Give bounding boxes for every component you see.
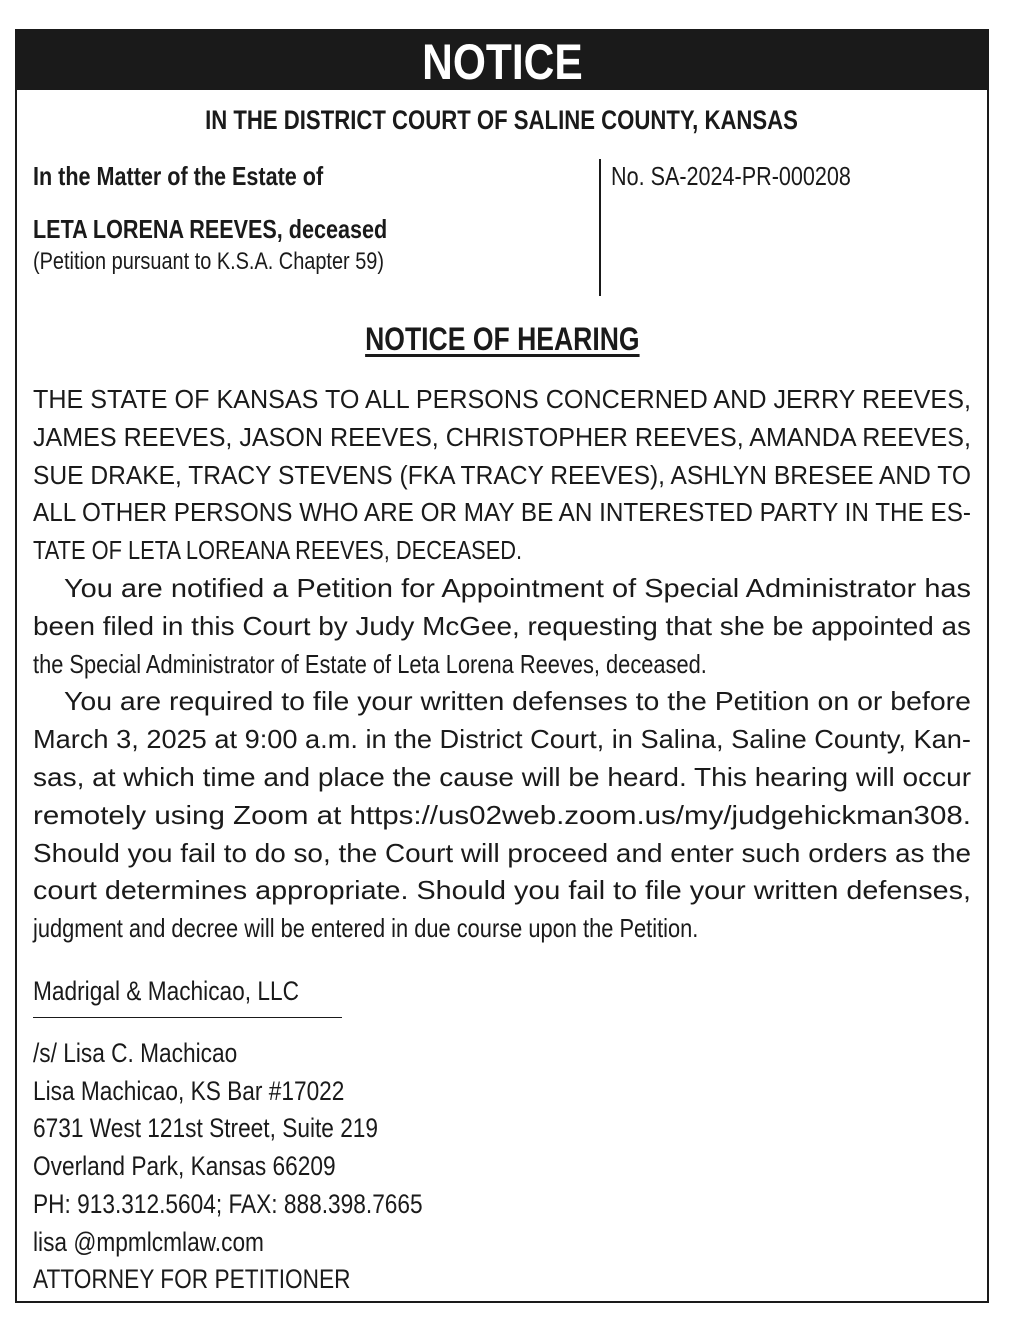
body-line [33,646,971,684]
body-line [33,381,971,419]
body-text: the Special Administrator of Estate of Leta Lorena Reeves, deceased. [33,648,707,679]
body-text: You are notified a Petition for Appointment of Special Administrator has [64,572,972,603]
body-text: SUE DRAKE, TRACY STEVENS (FKA TRACY REEVES), ASHLYN BRESEE AND TO [33,459,971,490]
body-text: JAMES REEVES, JASON REEVES, CHRISTOPHER REEVES, AMANDA REEVES, [33,421,971,452]
body-line [33,457,971,495]
body-line [33,721,971,759]
notice-body [33,381,971,948]
body-line [33,797,971,835]
body-line [33,872,971,910]
body-line [33,759,971,797]
court-heading [17,105,987,136]
notice-heading [17,321,987,358]
matter-line: In the Matter of the Estate of [33,161,324,191]
signature-block [33,1035,497,1299]
body-text: court determines appropriate. Should you fail to file your written defenses, [33,875,972,906]
signature-line: /s/ Lisa C. Machicao [33,1038,238,1068]
body-line [33,910,971,948]
phone-fax: PH: 913.312.5604; FAX: 888.398.7665 [33,1188,423,1219]
body-text: sas, at which time and place the cause will be heard. This hearing will occur [33,761,972,792]
firm-underline [33,1017,342,1018]
body-line [33,835,971,873]
body-text: March 3, 2025 at 9:00 a.m. in the District Court, in Salina, Saline County, Kan- [33,724,971,755]
notice-frame [15,29,989,1303]
petition-note: (Petition pursuant to K.S.A. Chapter 59) [33,248,385,275]
body-line [33,532,971,570]
heading-title: NOTICE OF HEARING [364,321,640,357]
case-caption [33,161,593,276]
court-name: IN THE DISTRICT COURT OF SALINE COUNTY, KANSAS [205,105,799,135]
body-text: THE STATE OF KANSAS TO ALL PERSONS CONCERNED AND JERRY REEVES, [33,384,971,414]
body-line [33,683,971,721]
body-text: been filed in this Court by Judy McGee, requesting that she be appointed as [33,610,972,641]
body-line [33,419,971,457]
body-text: judgment and decree will be entered in due course upon the Petition. [33,913,699,944]
case-number: No. SA-2024-PR-000208 [611,161,851,191]
body-line [33,570,971,608]
address-street: 6731 West 121st Street, Suite 219 [33,1113,379,1144]
attorney-bar: Lisa Machicao, KS Bar #17022 [33,1075,345,1106]
body-text: You are required to file your written defenses to the Petition on or before [64,686,971,717]
body-text: remotely using Zoom at https://us02web.zoom.us/my/judgehickman308. [33,799,971,830]
decedent-name: LETA LORENA REEVES, deceased [33,214,388,244]
notice-banner [17,31,987,90]
address-city: Overland Park, Kansas 66209 [33,1151,336,1182]
caption-divider [599,159,601,296]
body-line [33,494,971,532]
body-line [33,608,971,646]
firm-text: Madrigal & Machicao, LLC [33,976,299,1006]
banner-title: NOTICE [421,34,583,90]
law-firm-name [33,976,350,1007]
email: lisa @mpmlcmlaw.com [33,1226,264,1257]
body-text: ALL OTHER PERSONS WHO ARE OR MAY BE AN INTERESTED PARTY IN THE ES- [33,497,971,528]
attorney-role: ATTORNEY FOR PETITIONER [33,1264,351,1295]
body-text: Should you fail to do so, the Court will proceed and enter such orders as the [33,837,971,868]
body-text: TATE OF LETA LOREANA REEVES, DECEASED. [33,535,523,566]
